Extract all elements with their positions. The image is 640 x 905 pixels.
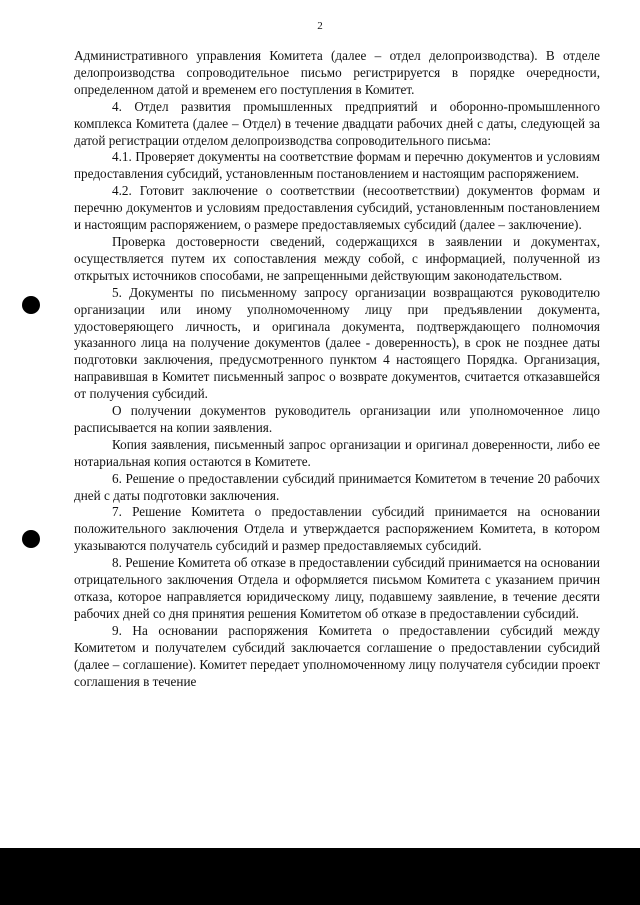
paragraph: О получении документов руководитель организации или уполномоченное лицо расписывается на копии заявления. xyxy=(74,403,600,435)
paragraph: 4. Отдел развития промышленных предприятий и оборонно-промышленного комплекса Комитета (далее – Отдел) в течение двадцати рабочих дней с даты, следующей за датой регистрации отделом делопроизводства сопроводительного письма: xyxy=(74,98,600,148)
document-body xyxy=(74,48,600,690)
scan-bottom-border xyxy=(0,848,640,905)
paragraph: 6. Решение о предоставлении субсидий принимается Комитетом в течение 20 рабочих дней с даты подготовки заключения. xyxy=(74,470,600,503)
paragraph: 4.1. Проверяет документы на соответствие формам и перечню документов и условиям предоставления субсидий, установленным постановлением и настоящим распоряжением. xyxy=(74,149,600,182)
paragraph: 8. Решение Комитета об отказе в предоставлении субсидий принимается на основании отрицательного заключения Отдела и оформляется письмом Комитета с указанием причин отказа, которое направляется юридическому лицу, подавшему заявление, в течение десяти рабочих дней со дня принятия решения Комитетом об отказе в предоставлении субсидий. xyxy=(74,555,600,621)
paragraph: Копия заявления, письменный запрос организации и оригинал доверенности, либо ее нотариальная копия остаются в Комитете. xyxy=(74,436,600,469)
paragraph: 7. Решение Комитета о предоставлении субсидий принимается на основании положительного заключения Отдела и утверждается распоряжением Комитета, в котором указываются получатель субсидий и размер предоставляемых субсидий. xyxy=(74,504,600,554)
paragraph: 9. На основании распоряжения Комитета о предоставлении субсидий между Комитетом и получателем субсидий заключается соглашение о предоставлении субсидий (далее – соглашение). Комитет передает уполномоченному лицу получателя субсидии проект соглашения в течение xyxy=(74,622,600,689)
paragraph: Проверка достоверности сведений, содержащихся в заявлении и документах, осуществляется путем их сопоставления между собой, с информацией, полученной из открытых источников способами, не запрещенными действующим законодательством. xyxy=(74,233,600,283)
punch-hole xyxy=(22,296,40,314)
page-number: 2 xyxy=(317,20,323,32)
paragraph: Административного управления Комитета (далее – отдел делопроизводства). В отделе делопроизводства сопроводительное письмо регистрируется в порядке очередности, определенном датой и временем его поступления в Комитет. xyxy=(74,48,600,97)
paragraph: 4.2. Готовит заключение о соответствии (несоответствии) документов формам и перечню документов и условиям предоставления субсидий, установленным постановлением и настоящим распоряжением, о размере предоставляемых субсидий (далее – заключение). xyxy=(74,183,600,233)
punch-hole xyxy=(22,530,40,548)
paragraph: 5. Документы по письменному запросу организации возвращаются руководителю организации или иному уполномоченному лицу при предъявлении документа, удостоверяющего личность, и оригинала документа, подтверждающего полномочия указанного лица на получение документов (далее - доверенность), в срок не позднее даты подготовки заключения, предусмотренного пунктом 4 настоящего Порядка. Организация, направившая в Комитет письменный запрос о возврате документов, считается отказавшейся от получения субсидий. xyxy=(74,284,600,402)
